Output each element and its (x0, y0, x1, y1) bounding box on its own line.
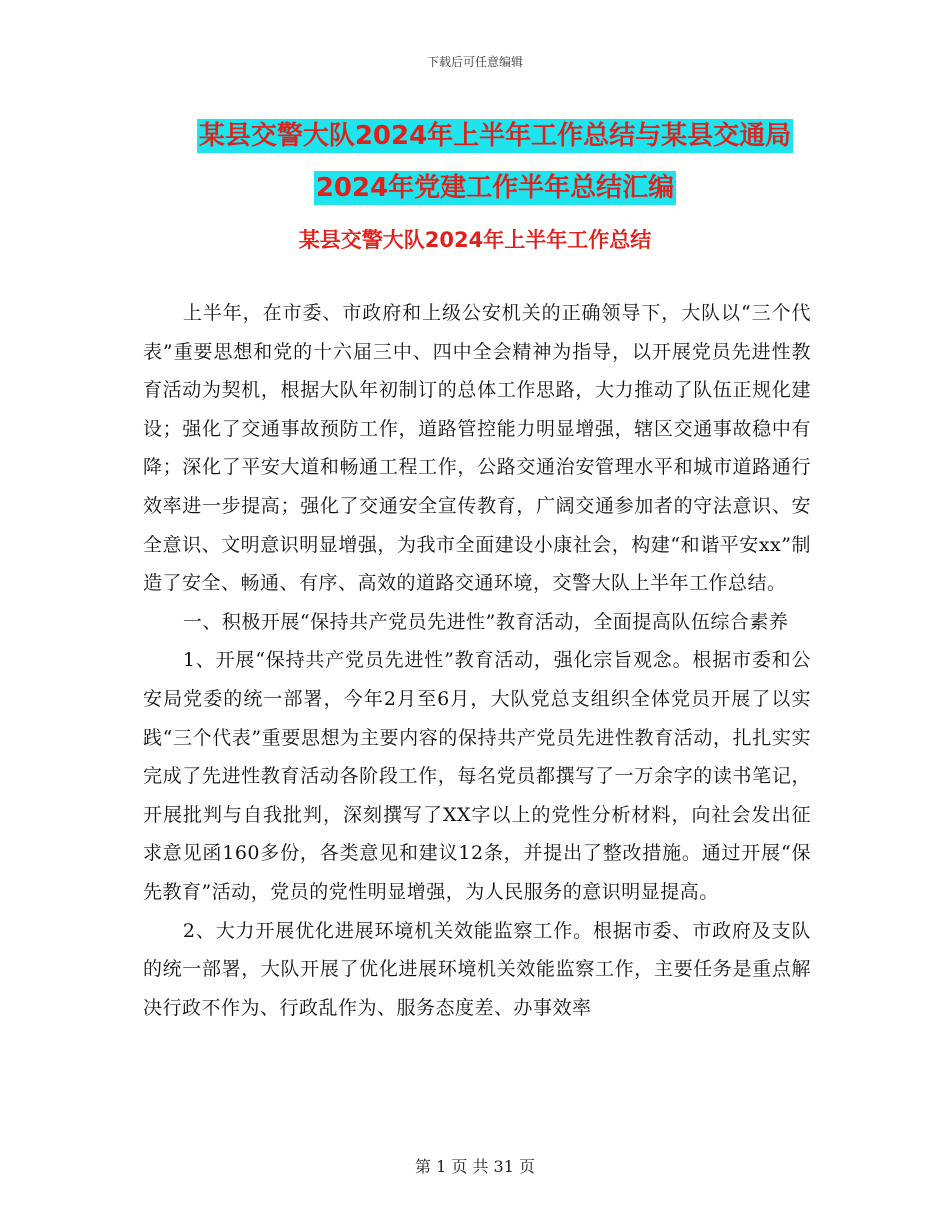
paragraph: 2、大力开展优化进展环境机关效能监察工作。根据市委、市政府及支队的统一部署，大队开展了优化进展环境机关效能监察工作，主要任务是重点解决行政不作为、行政乱作为、服务态度差、办事效率 (143, 919, 811, 1019)
document-title (150, 110, 840, 214)
body-text (143, 294, 811, 1027)
paragraph: 1、开展“保持共产党员先进性”教育活动，强化宗旨观念。根据市委和公安局党委的统一部署，今年2月至6月，大队党总支组织全体党员开展了以实践“三个代表”重要思想为主要内容的保持共产党员先进性教育活动，扎扎实实完成了先进性教育活动各阶段工作，每名党员都撰写了一万余字的读书笔记，开展批判与自我批判，深刻撰写了XX字以上的党性分析材料，向社会发出征求意见函160多份，各类意见和建议12条，并提出了整改措施。通过开展“保先教育”活动，党员的党性明显增强，为人民服务的意识明显提高。 (143, 649, 811, 903)
page-footer: 第 1 页 共 31 页 (415, 1157, 535, 1176)
paragraph: 上半年，在市委、市政府和上级公安机关的正确领导下，大队以“三个代表”重要思想和党的十六届三中、四中全会精神为指导，以开展党员先进性教育活动为契机，根据大队年初制订的总体工作思路，大力推动了队伍正规化建设；强化了交通事故预防工作，道路管控能力明显增强，辖区交通事故稳中有降；深化了平安大道和畅通工程工作，公路交通治安管理水平和城市道路通行效率进一步提高；强化了交通安全宣传教育，广阔交通参加者的守法意识、安全意识、文明意识明显增强，为我市全面建设小康社会，构建“和谐平安xx”制造了安全、畅通、有序、高效的道路交通环境，交警大队上半年工作总结。 (143, 302, 811, 595)
document-title-line-1: 某县交警大队2024年上半年工作总结与某县交通局 (198, 121, 792, 151)
paragraph: 一、积极开展“保持共产党员先进性”教育活动，全面提高队伍综合素养 (182, 610, 789, 633)
header-note: 下载后可任意编辑 (426, 55, 523, 69)
document-title-line-2: 2024年党建工作半年总结汇编 (315, 173, 675, 203)
section-title: 某县交警大队2024年上半年工作总结 (298, 228, 652, 252)
